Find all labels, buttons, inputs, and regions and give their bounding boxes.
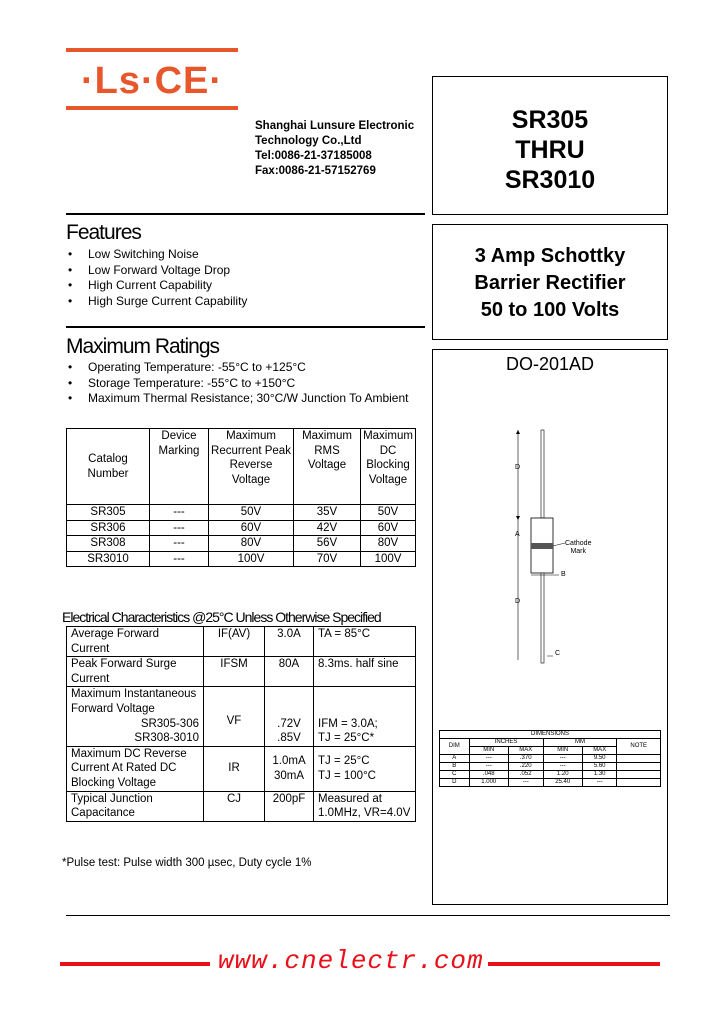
table-row xyxy=(67,791,416,821)
dim-label-d-top: D xyxy=(515,464,521,471)
dim-cell xyxy=(617,763,661,771)
company-name-line1: Shanghai Lunsure Electronic xyxy=(255,120,415,132)
desc-line1: 3 Amp Schottky xyxy=(474,245,626,267)
ec-value: 30mA xyxy=(273,769,305,782)
dim-cell xyxy=(617,779,661,787)
logo-text: ·Ls·CE· xyxy=(80,60,224,102)
table-row xyxy=(440,763,661,771)
dim-group-inches: INCHES xyxy=(469,739,543,747)
ratings-cell: 70V xyxy=(294,551,361,567)
ec-condition: IFM = 3.0A; xyxy=(318,717,378,730)
ratings-cell: 80V xyxy=(209,536,294,552)
ratings-cell: --- xyxy=(150,505,209,521)
desc-line2: Barrier Rectifier xyxy=(474,272,626,294)
dim-cell: --- xyxy=(543,755,582,763)
ec-symbol: IFSM xyxy=(204,657,265,687)
ratings-cell: 60V xyxy=(361,520,416,536)
dim-cell: --- xyxy=(469,755,508,763)
dim-label-c: C xyxy=(555,650,561,657)
ec-condition: TJ = 25°C xyxy=(318,755,370,768)
ec-param: Peak Forward Surge Current xyxy=(67,657,204,687)
ec-param-sub: SR308-3010 xyxy=(134,732,199,745)
part-line1: SR305 xyxy=(511,106,589,134)
ec-condition: TA = 85°C xyxy=(314,627,416,657)
list-item: • High Surge Current Capability xyxy=(66,294,247,310)
dim-title: DIMENSIONS xyxy=(440,731,661,739)
list-item: • High Current Capability xyxy=(66,278,247,294)
dim-cell: --- xyxy=(508,779,543,787)
part-line2: THRU xyxy=(515,136,585,164)
company-logo xyxy=(66,48,238,110)
ratings-cell: --- xyxy=(150,520,209,536)
footer-line-right xyxy=(488,962,660,966)
ec-param: Typical Junction Capacitance xyxy=(67,791,204,821)
table-row xyxy=(67,551,416,567)
table-row xyxy=(67,520,416,536)
desc-line3: 50 to 100 Volts xyxy=(480,299,620,321)
ec-value: 1.0mA xyxy=(272,755,306,768)
company-info xyxy=(255,119,414,179)
electrical-title: Electrical Characteristics @25°C Unless Otherwise Specified xyxy=(62,609,381,625)
company-fax: Fax:0086-21-57152769 xyxy=(255,165,376,177)
ratings-cell: 60V xyxy=(209,520,294,536)
ec-value: .72V xyxy=(277,717,301,730)
package-name: DO-201AD xyxy=(505,354,595,374)
ratings-cell: 42V xyxy=(294,520,361,536)
dim-cell: D xyxy=(440,779,470,787)
table-row xyxy=(440,771,661,779)
ratings-cell: 100V xyxy=(209,551,294,567)
ec-condition-cell xyxy=(314,791,416,821)
ec-value-cell xyxy=(265,687,314,746)
ratings-cell: 50V xyxy=(361,505,416,521)
dim-cell: --- xyxy=(469,763,508,771)
ec-value: 3.0A xyxy=(265,627,314,657)
dim-cell: .220 xyxy=(508,763,543,771)
ec-param-sub: SR305-306 xyxy=(140,717,199,730)
ec-symbol: VF xyxy=(204,687,265,746)
ec-condition-cell xyxy=(314,746,416,791)
dim-header: MAX xyxy=(582,747,617,755)
part-line3: SR3010 xyxy=(504,166,596,194)
ratings-divider xyxy=(66,326,425,328)
ec-value-cell xyxy=(265,746,314,791)
ratings-cell: 80V xyxy=(361,536,416,552)
ec-symbol: IR xyxy=(204,746,265,791)
electrical-table xyxy=(66,626,416,822)
ratings-cell: 56V xyxy=(294,536,361,552)
footer-url-banner xyxy=(60,946,660,976)
list-item: • Low Forward Voltage Drop xyxy=(66,263,247,279)
ratings-list xyxy=(66,360,408,407)
ec-value: 80A xyxy=(265,657,314,687)
ratings-header: Catalog Number xyxy=(67,429,150,505)
dim-cell xyxy=(617,755,661,763)
ratings-cell: 35V xyxy=(294,505,361,521)
dim-cell: --- xyxy=(582,779,617,787)
ec-condition-cell xyxy=(314,687,416,746)
ratings-header: Maximum RMS Voltage xyxy=(294,429,361,505)
ec-condition: 1.0MHz, VR=4.0V xyxy=(318,807,411,820)
cathode-label-line1: Cathode xyxy=(565,540,592,547)
ec-symbol: IF(AV) xyxy=(204,627,265,657)
ratings-cell: SR305 xyxy=(67,505,150,521)
company-tel: Tel:0086-21-37185008 xyxy=(255,150,372,162)
dimensions-table xyxy=(439,730,661,787)
dim-cell: 1.30 xyxy=(582,771,617,779)
ratings-header: Device Marking xyxy=(150,429,209,505)
table-row xyxy=(67,627,416,657)
footer-line-left xyxy=(60,962,210,966)
ratings-header: Maximum DC Blocking Voltage xyxy=(361,429,416,505)
ratings-cell: SR3010 xyxy=(67,551,150,567)
dim-cell: 9.50 xyxy=(582,755,617,763)
ratings-table xyxy=(66,428,416,567)
dim-cell: .052 xyxy=(508,771,543,779)
ratings-title: Maximum Ratings xyxy=(66,335,220,358)
dim-cell: A xyxy=(440,755,470,763)
ec-param: Average Forward Current xyxy=(67,627,204,657)
cathode-mark-label xyxy=(565,540,591,556)
ec-param-cell xyxy=(67,687,204,746)
part-number-box xyxy=(432,76,668,215)
dim-cell: 25.40 xyxy=(543,779,582,787)
ratings-cell: SR308 xyxy=(67,536,150,552)
table-row xyxy=(67,657,416,687)
ratings-cell: SR306 xyxy=(67,520,150,536)
footer-url[interactable]: www.cnelectr.com xyxy=(218,946,484,976)
list-item: • Low Switching Noise xyxy=(66,247,247,263)
dim-cell: --- xyxy=(543,763,582,771)
ratings-cell: 100V xyxy=(361,551,416,567)
dim-label-b: B xyxy=(561,571,566,578)
ec-param: Maximum Instantaneous Forward Voltage xyxy=(71,688,197,715)
ec-symbol: CJ xyxy=(204,791,265,821)
description-box xyxy=(432,224,668,340)
table-row xyxy=(440,779,661,787)
list-item: • Maximum Thermal Resistance; 30°C/W Junction To Ambient xyxy=(66,391,408,407)
package-box xyxy=(432,349,668,905)
dim-cell: 1.20 xyxy=(543,771,582,779)
ec-condition: TJ = 25°C* xyxy=(318,732,375,745)
features-list xyxy=(66,247,247,309)
table-row xyxy=(67,687,416,746)
ratings-header: Maximum Recurrent Peak Reverse Voltage xyxy=(209,429,294,505)
dim-cell: B xyxy=(440,763,470,771)
list-item: • Storage Temperature: -55°C to +150°C xyxy=(66,376,408,392)
dim-header: MAX xyxy=(508,747,543,755)
cathode-label-line2: Mark xyxy=(570,548,587,555)
dim-cell: 5.60 xyxy=(582,763,617,771)
table-row xyxy=(67,746,416,791)
logo-bar-top xyxy=(66,48,238,52)
ec-param: Maximum DC Reverse Current At Rated DC Blocking Voltage xyxy=(67,746,204,791)
company-name-line2: Technology Co.,Ltd xyxy=(255,135,362,147)
footer-divider xyxy=(66,915,670,916)
ec-value: .85V xyxy=(277,732,301,745)
table-row xyxy=(440,755,661,763)
features-title: Features xyxy=(66,221,141,244)
dim-cell: C xyxy=(440,771,470,779)
features-divider xyxy=(66,213,425,215)
logo-bar-bottom xyxy=(66,106,238,110)
list-item: • Operating Temperature: -55°C to +125°C xyxy=(66,360,408,376)
pulse-test-footnote: *Pulse test: Pulse width 300 µsec, Duty cycle 1% xyxy=(62,857,312,869)
ec-value: 200pF xyxy=(265,791,314,821)
ratings-cell: 50V xyxy=(209,505,294,521)
ratings-cell: --- xyxy=(150,536,209,552)
dim-header: MIN xyxy=(469,747,508,755)
dim-cell: .370 xyxy=(508,755,543,763)
dim-header-note: NOTE xyxy=(617,739,661,755)
ec-condition: TJ = 100°C xyxy=(318,769,376,782)
dim-cell: .048 xyxy=(469,771,508,779)
dim-label-a: A xyxy=(515,531,520,538)
dim-header-dim: DIM xyxy=(440,739,470,755)
table-row xyxy=(67,505,416,521)
dim-header: MIN xyxy=(543,747,582,755)
dim-cell xyxy=(617,771,661,779)
ec-condition: Measured at xyxy=(318,792,382,805)
table-row xyxy=(67,536,416,552)
dim-group-mm: MM xyxy=(543,739,617,747)
ratings-cell: --- xyxy=(150,551,209,567)
ec-condition: 8.3ms. half sine xyxy=(314,657,416,687)
dim-cell: 1.000 xyxy=(469,779,508,787)
dim-label-d-bottom: D xyxy=(515,598,521,605)
